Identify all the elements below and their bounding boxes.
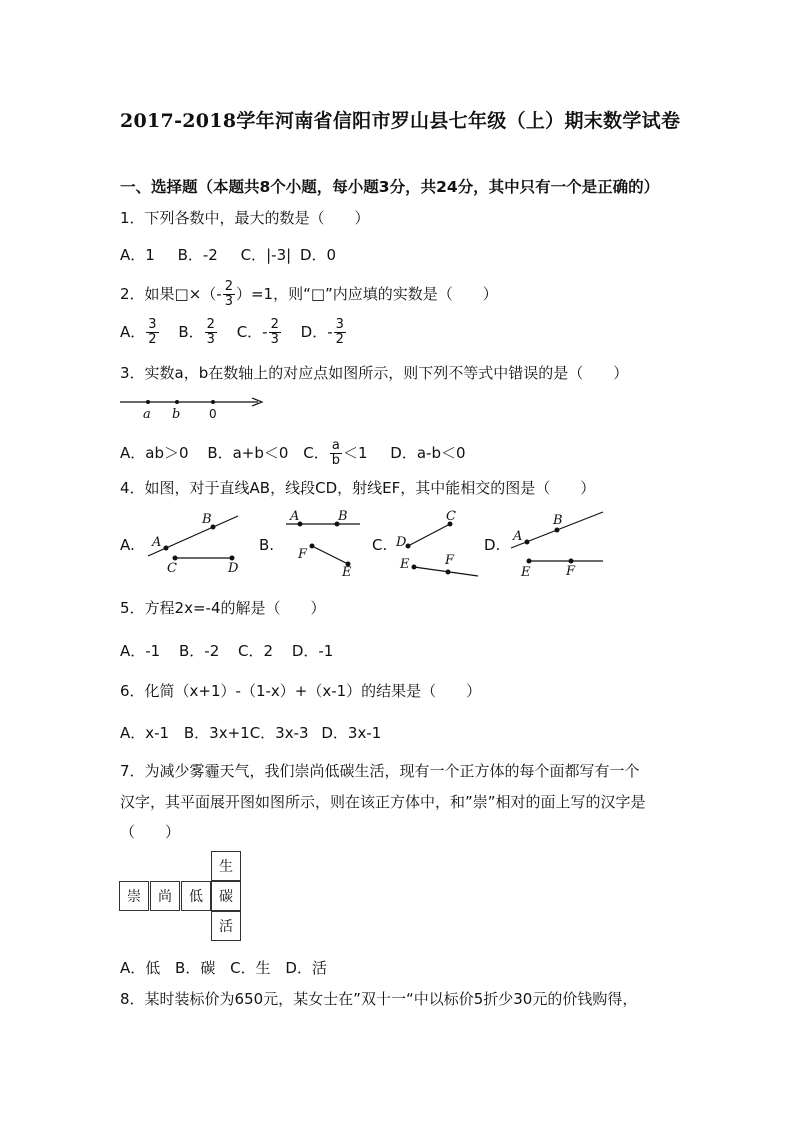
option-a: A．-1	[120, 642, 161, 660]
net-cell: 尚	[150, 881, 180, 911]
question-3-options	[120, 439, 466, 468]
numerator: 3	[335, 317, 344, 332]
section-heading: 一、选择题（本题共8个小题，每小题3分，共24分，其中只有一个是正确的）	[120, 178, 660, 196]
option-a: A．低	[120, 959, 161, 977]
option-a	[120, 318, 160, 347]
option-b: B．a+b＜0	[207, 444, 289, 462]
option-label-b: B.	[259, 536, 275, 554]
numerator: 2	[270, 317, 279, 332]
svg-text:D: D	[396, 535, 407, 550]
net-cell: 碳	[211, 881, 241, 911]
net-cell: 低	[181, 881, 211, 911]
svg-text:C: C	[167, 561, 177, 576]
question-7-options	[120, 957, 327, 978]
option-c	[303, 439, 367, 468]
option-a: A．x-1	[120, 724, 170, 742]
option-d: D．活	[285, 959, 327, 977]
question-1-stem: 1．下列各数中，最大的数是（ ）	[120, 209, 370, 227]
fraction	[330, 439, 342, 468]
page-title: 2017-2018学年河南省信阳市罗山县七年级（上）期末数学试卷	[120, 110, 681, 132]
question-7-line-1: 7．为减少雾霾天气，我们崇尚低碳生活，现有一个正方体的每个面都写有一个	[120, 762, 640, 780]
point-b	[175, 400, 179, 404]
option-label-c: C.	[372, 536, 388, 554]
option-d	[301, 318, 347, 347]
option-c	[237, 318, 282, 347]
option-label: C．	[303, 444, 329, 462]
denominator: 2	[335, 332, 344, 347]
option-b: B．-2	[179, 642, 220, 660]
figure-b	[280, 508, 365, 578]
svg-text:C: C	[446, 509, 456, 524]
svg-text:E: E	[342, 565, 352, 578]
point-zero	[211, 400, 215, 404]
question-5-stem: 5．方程2x=-4的解是（ ）	[120, 599, 326, 617]
denominator: b	[331, 453, 340, 468]
option-a: A．ab＞0	[120, 444, 189, 462]
question-7-line-3: （ ）	[120, 823, 181, 841]
q2-stem-end: ）=1，则“□”内应填的实数是（ ）	[235, 285, 498, 303]
svg-text:E: E	[400, 557, 410, 572]
svg-text:D: D	[228, 561, 239, 576]
net-cell: 崇	[119, 881, 149, 911]
option-d: D．-1	[291, 642, 334, 660]
option-b: B．-2	[177, 246, 218, 264]
number-line-figure	[118, 390, 278, 422]
sign: -	[327, 323, 333, 341]
denominator: 2	[148, 332, 157, 347]
fraction	[205, 318, 217, 347]
svg-text:B: B	[553, 513, 563, 528]
svg-text:A: A	[290, 509, 300, 524]
figure-d	[505, 506, 607, 578]
sign: -	[262, 323, 268, 341]
fraction	[334, 318, 346, 347]
option-label-d: D.	[484, 536, 501, 554]
question-6-stem: 6．化简（x+1）-（1-x）+（x-1）的结果是（ ）	[120, 682, 482, 700]
option-d: D．a-b＜0	[390, 444, 466, 462]
fraction	[223, 280, 235, 309]
option-c: C．2	[238, 642, 274, 660]
denominator: 3	[206, 332, 215, 347]
svg-text:E: E	[521, 565, 531, 578]
option-label: D．	[300, 323, 328, 341]
svg-text:A: A	[152, 535, 162, 550]
svg-text:F: F	[298, 547, 308, 562]
net-cell: 活	[211, 911, 241, 941]
label-b: b	[172, 407, 181, 422]
point-a	[146, 400, 150, 404]
question-2-stem	[120, 280, 498, 309]
question-4-stem: 4．如图，对于直线AB，线段CD，射线EF，其中能相交的图是（ ）	[120, 479, 596, 497]
option-label: B．	[178, 323, 204, 341]
option-a: A．1	[120, 246, 155, 264]
option-d: D．0	[299, 246, 337, 264]
label-a: a	[143, 407, 151, 422]
option-b: B．碳	[175, 959, 216, 977]
label-zero: 0	[209, 407, 217, 421]
net-cell: 生	[211, 851, 241, 881]
numerator: a	[331, 438, 340, 453]
option-b-c: B．3x+1C．3x-3	[183, 724, 309, 742]
question-6-options	[120, 722, 381, 743]
question-5-options	[120, 640, 333, 661]
svg-text:B: B	[338, 509, 348, 524]
question-7-line-2: 汉字，其平面展开图如图所示，则在该正方体中，和”崇”相对的面上写的汉字是	[120, 793, 646, 811]
option-label-a: A.	[120, 536, 135, 554]
fraction	[146, 318, 158, 347]
numerator: 2	[206, 317, 215, 332]
option-label: C．	[236, 323, 263, 341]
option-c: C．生	[230, 959, 271, 977]
svg-text:B: B	[202, 512, 212, 527]
svg-text:F: F	[566, 564, 576, 578]
denominator: 3	[224, 294, 233, 309]
denominator: 3	[270, 332, 279, 347]
question-8-line-1: 8．某时装标价为650元，某女士在”双十一“中以标价5折少30元的价钱购得，	[120, 990, 638, 1008]
question-2-options	[120, 318, 347, 347]
figure-c	[392, 508, 482, 580]
option-label: A．	[120, 323, 146, 341]
question-3-stem: 3．实数a，b在数轴上的对应点如图所示，则下列不等式中错误的是（ ）	[120, 364, 629, 382]
option-tail: ＜1	[342, 444, 368, 462]
option-d: D．3x-1	[321, 724, 382, 742]
numerator: 2	[224, 279, 233, 294]
option-c: C．|-3|	[240, 246, 292, 264]
figure-a	[140, 508, 245, 576]
question-1-options	[120, 244, 336, 265]
option-b	[178, 318, 218, 347]
svg-text:A: A	[513, 529, 523, 544]
fraction	[269, 318, 281, 347]
q2-stem-start: 2．如果□×（-	[120, 285, 222, 303]
svg-text:F: F	[445, 553, 455, 568]
numerator: 3	[148, 317, 157, 332]
